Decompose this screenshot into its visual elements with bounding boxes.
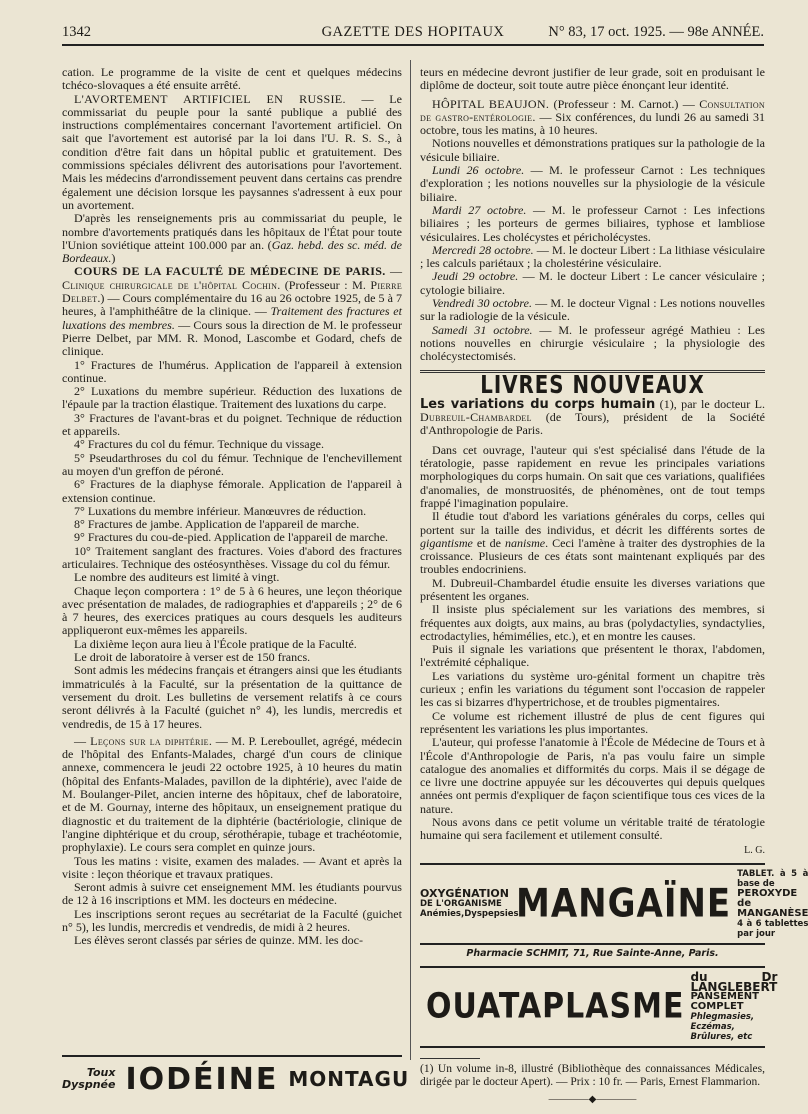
page-header [62,20,764,46]
news-cours-faculte: COURS DE LA FACULTÉ DE MÉDECINE DE PARIS. — Clinique chirurgicale de l'hôpital Cochin. (Professeur : M. Pierre Delbet.) — Cours complémentaire du 16 au 26 octobre 1925, de 5 à 7 heures, à l'amphithéâtre de la clinique. — Traitement des fractures et luxations des membres. — Cours sous la direction de M. le professeur Pierre Delbet, par MM. R. Monod, Lascombe et Godard, chefs de clinique. [62,264,402,359]
paragraph: Le droit de laboratoire à verser est de 150 francs. [74,650,311,665]
list-item: 8° Fractures de jambe. Application de l'appareil de marche. [74,517,360,532]
ouataplasme-ad [420,966,778,1048]
section-title: LIVRES NOUVEAUX [480,370,705,400]
schedule-item: Samedi 31 octobre. — M. le professeur agrégé Mathieu : Les notions nouvelles en chirurgie vésiculaire ; la physiologie des cholécystectomisés. [420,322,765,364]
book-author: Dubreuil-Chambardel [420,410,532,425]
paragraph: Le nombre des auditeurs est limité à vingt. [74,570,280,585]
paragraph: Puis il signale les variations que présentent le thorax, l'abdomen, l'extrémité céphalique. [420,642,765,670]
schedule-item: Jeudi 29 octobre. — M. le docteur Libert : Le cancer vésiculaire ; cytologie biliaire. [420,269,765,297]
paragraph: Les élèves seront classés par séries de quinze. MM. les doc- [74,933,364,948]
paragraph: Les inscriptions seront reçues au secrétariat de la Faculté (guichet n° 5), les lundis, mercredis et vendredis, de midi à 2 heures. [62,906,402,934]
paragraph: L'auteur, qui professe l'anatomie à l'École de Médecine de Tours et à l'École d'Anthropologie de Paris, n'a pas voulu faire un simple catalogue des anomalies et difformités du corps. Mais il se dégage de ce livre une doctrine appuyée sur les découvertes qui depuis quelques années ont permis d'expliquer de façon scientifique tous ces vices de la nature. [420,735,765,816]
ad-right-text: du Dr LANGLEBERT PANSEMENT COMPLET Phlegmasies, Eczémas, Brûlures, etc [690,970,778,1043]
schedule-item: Mardi 27 octobre. — M. le professeur Carnot : Les infections biliaires ; les porteurs de germes biliaires, typhose et lambliose vésiculaires. Les cholécystes et péricholécystes. [420,202,765,244]
schedule-item: Mercredi 28 octobre. — M. le docteur Libert : La lithiase vésiculaire ; les calculs pariétaux ; la cholestérine vésiculaire. [420,242,765,271]
paragraph: D'après les renseignements pris au commissariat du peuple, le nombre d'avortements pratiqués dans les hôpitaux de l'État pour toute l'Union soviétique atteint 100.000 par an. (Gaz. hebd. des sc. méd. de Bordeaux.) [62,211,403,266]
paragraph: Chaque leçon comportera : 1° de 5 à 6 heures, une leçon théorique avec présentation de malades, de radiographies et d'appareils ; 2° de 6 à 7 heures, des exercices pratiques au cours desquels les auditeurs appliqueront eux-mêmes les appareils. [62,583,402,638]
news-title: HÔPITAL BEAUJON. [432,96,550,111]
ad-right-text: TABLET. à 5 à base de PEROXYDE de MANGANÈSE 4 à 6 tablettes par jour [737,868,808,939]
end-ornament: ――――◆―――― [548,1094,637,1106]
footnote-rule [420,1058,480,1059]
issue-info: N° 83, 17 oct. 1925. — 98e ANNÉE. [548,24,764,40]
news-diphterie: — Leçons sur la diphtérie. — M. P. Lereboullet, agrégé, médecin de l'hôpital des Enfants-Malades, chargé d'un cours de clinique annexe, commencera le jeudi 22 octobre 1925, à 10 heures du matin (hôpital des Enfants-Malades, pavillon de la diphtérie), avec l'aide de M. Boulanger-Pilet, ancien interne des hôpitaux, chef de laboratoire, et de M. Gournay, interne des hôpitaux, un enseignement pratique du diagnostic et du traitement de la diphtérie (bactériologie, clinique de l'angine diphtérique et du croup, sérothérapie, tubage et trachéotomie, prophylaxie). Le cours sera complet en quinze jours. [62,733,403,855]
column-divider [410,60,411,1060]
list-item: 2° Luxations du membre supérieur. Réduction des luxations de l'épaule par la traction élastique. Traitement des luxations du carpe. [62,384,402,412]
paragraph: Tous les matins : visite, examen des malades. — Avant et après la visite : leçon théorique et travaux pratiques. [62,853,402,881]
list-item: 1° Fractures de l'humérus. Application de l'appareil à extension continue. [62,357,402,385]
right-column [420,65,808,1107]
paragraph: M. Dubreuil-Chambardel étudie ensuite les diverses variations que présentent les organes. [420,575,765,603]
iodeine-ad [62,1055,410,1101]
ad-indications: Toux Dyspnée [62,1066,116,1091]
paragraph: Notions nouvelles et démonstrations pratiques sur la pathologie de la vésicule biliaire. [420,136,765,164]
paragraph: Ce volume est richement illustré de plus de cent figures qui représentent les variations les plus importantes. [420,708,765,736]
paragraph: Il étudie tout d'abord les variations générales du corps, celles qui portent sur la taille des individus, et décrit les différents sortes de gigantisme et de nanisme. Ceci l'amène à traiter des dystrophies de la croissance. Plusieurs de ces états sont maintenant expliqués par des troubles endocriniens. [420,509,765,577]
paragraph: La dixième leçon aura lieu à l'École pratique de la Faculté. [74,636,357,651]
list-item: 4° Fractures du col du fémur. Technique du vissage. [74,437,324,452]
book-entry: Les variations du corps humain (1), par le docteur L. Dubreuil-Chambardel (de Tours), président de la Société d'Anthropologie de Paris. [420,396,766,438]
news-title: COURS DE LA FACULTÉ DE MÉDECINE DE PARIS. [74,264,386,279]
ad-address: Pharmacie SCHMIT, 71, Rue Sainte-Anne, Paris. [466,947,719,959]
review-signature: L. G. [744,844,765,856]
paragraph: Seront admis à suivre cet enseignement MM. les étudiants pourvus de 12 à 16 inscriptions et MM. les docteurs en médecine. [62,880,402,908]
list-item: 9° Fractures du cou-de-pied. Application de l'appareil de marche. [74,530,389,545]
paragraph: Sont admis les médecins français et étrangers ainsi que les étudiants immatriculés à la Faculté, sur la présentation de la quittance de versement du droit. Les bulletins de versement relatifs à ce cours seront délivrés à la Faculté (guichet n° 4), les lundis, mercredis et vendredis, de 15 à 17 heures. [62,663,402,731]
mangaine-ad [420,863,808,945]
list-item: 7° Luxations du membre inférieur. Manœuvres de réduction. [74,503,367,518]
source-ref: Gaz. hebd. des sc. méd. de Bordeaux. [62,237,403,266]
list-item: 6° Fractures de la diaphyse fémorale. Application de l'appareil à extension continue. [62,477,402,505]
paragraph: Les variations du système uro-génital forment un chapitre très curieux ; enfin les variations du tégument sont l'occasion de rappeler les cas si bizarres d'hypertrichose, et de troubles pigmentaires. [420,668,765,710]
ad-brand: OUATAPLASME [426,986,685,1027]
ad-left-text: OXYGÉNATION DE L'ORGANISME Anémies,Dyspepsies [420,886,519,919]
news-beaujon: HÔPITAL BEAUJON. (Professeur : M. Carnot.) — Consultation de gastro-entérologie. — Six conférences, du lundi 26 au samedi 31 octobre, tous les matins, à 10 heures. [420,96,765,138]
ad-maker: MONTAGU [288,1067,410,1091]
journal-title: GAZETTE DES HOPITAUX [321,24,505,40]
ad-brand: IODÉINE [125,1061,279,1097]
paragraph: Dans cet ouvrage, l'auteur qui s'est spécialisé dans l'étude de la tératologie, passe rapidement en revue les principales variations morphologiques du corps humain. On sait que ces variations, qualifiées d'anomalies, de monstruosités, de phénomènes, ont de tout temps frappé l'imagination populaire. [420,442,765,510]
news-title: — Leçons sur la diphtérie. [74,733,213,748]
schedule-item: Lundi 26 octobre. — M. le professeur Carnot : Les techniques d'exploration ; les notions nouvelles sur la physiologie de la vésicule biliaire. [420,163,766,204]
paragraph: Nous avons dans ce petit volume un véritable traité de tératologie humaine qui sera facilement et utilement consulté. [420,815,765,843]
footnote: (1) Un volume in-8, illustré (Bibliothèque des connaissances Médicales, dirigée par le docteur Apert). — Prix : 10 fr. — Paris, Ernest Flammarion. [420,1063,765,1089]
schedule-item: Vendredi 30 octobre. — M. le docteur Vignal : Les notions nouvelles sur la radiologie de la vésicule. [420,296,765,324]
paragraph: Il insiste plus spécialement sur les variations des membres, si fréquentes aux doigts, aux mains, au bras (polydactylies, syndactylies, ectrodactylies, hémimélies, etc.), et en montre les causes. [420,602,765,643]
list-item: 5° Pseudarthroses du col du fémur. Technique de l'enchevillement au moyen d'un greffon de péroné. [62,450,402,478]
left-column [62,66,402,948]
paragraph: cation. Le programme de la visite de cent et quelques médecins tchéco-slovaques a été ensuite arrêté. [62,65,402,93]
book-title: Les variations du corps humain [420,396,656,412]
page-number: 1342 [62,24,91,40]
ad-brand: MANGAÏNE [516,880,732,927]
list-item: 10° Traitement sanglant des fractures. Voies d'abord des fractures articulaires. Technique des ostéosynthèses. Vissage du col du fémur. [62,543,402,571]
list-item: 3° Fractures de l'avant-bras et du poignet. Technique de réduction et appareils. [62,410,402,439]
paragraph: teurs en médecine devront justifier de leur grade, soit en produisant le diplôme de docteur, soit toute autre pièce énonçant leur identité. [420,65,765,93]
news-title: L'AVORTEMENT ARTIFICIEL EN RUSSIE. [74,91,346,106]
news-avortement: L'AVORTEMENT ARTIFICIEL EN RUSSIE. — Le commissariat du peuple pour la santé publique a publié des instructions complémentaires concernant l'avortement artificiel. On sait que l'avortement est autorisé par la loi dans l'U. R. S. S., à condition d'être fait dans un hôpital public et gratuitement. Des commissions spéciales délivrent des autorisations pour l'avortement. Mais les médecins d'arrondissement peuvent dans certains cas prendre également une décision lorsque les paysannes s'adressent à eux pour un avortement. [62,91,402,212]
